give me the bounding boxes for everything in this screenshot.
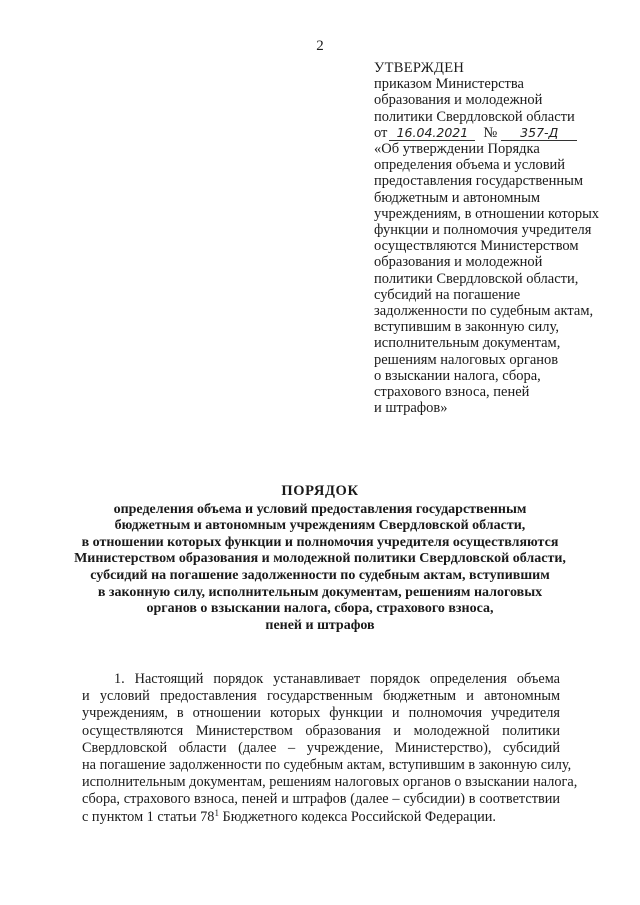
paragraph-1 — [82, 671, 578, 826]
approval-line: политики Свердловской области — [374, 108, 575, 125]
paragraph-line: на погашение задолженности по судебным актам, вступившим в законную силу, — [82, 757, 572, 774]
approval-line: приказом Министерства — [374, 76, 524, 93]
title-line: в отношении которых функции и полномочия учредителя осуществляются — [81, 534, 559, 550]
paragraph-last-line-end: Бюджетного кодекса Российской Федерации. — [218, 808, 497, 825]
handwritten-order-number: 357-Д — [501, 126, 577, 141]
handwritten-order-date: 16.04.2021 — [389, 126, 475, 141]
subject-line: предоставления государственным — [374, 173, 584, 190]
subject-line: решениям налоговых органов — [374, 351, 559, 368]
subject-line: о взыскании налога, сбора, — [374, 367, 541, 384]
paragraph-line: осуществляются Министерством образования и молодежной политики — [82, 722, 560, 739]
subject-line: субсидий на погашение — [374, 286, 521, 303]
paragraph-line: и условий предоставления государственным бюджетным и автономным — [82, 688, 560, 705]
approved-heading: УТВЕРЖДЕН — [374, 60, 465, 76]
subject-line: исполнительным документам, — [374, 335, 561, 352]
approval-stamp-block — [374, 60, 624, 416]
title-line: Министерством образования и молодежной политики Свердловской области, — [74, 551, 566, 567]
subject-line: бюджетным и автономным — [374, 189, 541, 206]
paragraph-line: сбора, страхового взноса, пеней и штрафов (далее – субсидии) в соответствии — [82, 791, 560, 808]
title-line: бюджетным и автономным учреждениям Свердловской области, — [114, 518, 526, 534]
article-superscript: 1 — [214, 807, 219, 818]
subject-line: осуществляются Министерством — [374, 238, 579, 255]
subject-line: учреждениям, в отношении которых — [374, 205, 600, 222]
title-line: определения объема и условий предоставления государственным — [113, 501, 527, 517]
paragraph-last-line — [82, 809, 560, 826]
number-sign: № — [483, 124, 498, 141]
subject-line: задолженности по судебным актам, — [374, 303, 594, 320]
paragraph-last-line-start: с пунктом 1 статьи 78 — [82, 808, 215, 825]
title-line: органов о взыскании налога, сбора, страхового взноса, — [146, 601, 494, 617]
page-number: 2 — [316, 38, 324, 54]
paragraph-line: учреждениям, в отношении которых функции и полномочия учредителя — [82, 705, 560, 722]
subject-line: функции и полномочия учредителя — [374, 222, 592, 239]
title-line: пеней и штрафов — [265, 617, 375, 633]
paragraph-line: 1. Настоящий порядок устанавливает порядок определения объема — [114, 671, 560, 687]
subject-line: страхового взноса, пеней — [374, 384, 530, 401]
subject-line: «Об утверждении Порядка — [374, 141, 540, 158]
order-reference-line — [374, 125, 624, 141]
document-title-block — [60, 483, 580, 634]
subject-line: вступившим в законную силу, — [374, 319, 559, 336]
order-prefix: от — [374, 124, 388, 141]
subject-line: образования и молодежной — [374, 254, 543, 271]
paragraph-line: исполнительным документам, решениям налоговых органов о взыскании налога, — [82, 774, 578, 791]
subject-line: и штрафов» — [374, 400, 448, 417]
approval-line: образования и молодежной — [374, 92, 543, 109]
subject-line: определения объема и условий — [374, 157, 566, 174]
subject-line: политики Свердловской области, — [374, 270, 579, 287]
document-title: ПОРЯДОК — [281, 483, 359, 499]
title-line: субсидий на погашение задолженности по судебным актам, вступившим — [90, 567, 550, 583]
order-subject — [374, 141, 624, 416]
title-line: в законную силу, исполнительным документам, решениям налоговых — [97, 584, 543, 600]
paragraph-line: Свердловской области (далее – учреждение, Министерство), субсидий — [82, 739, 560, 756]
